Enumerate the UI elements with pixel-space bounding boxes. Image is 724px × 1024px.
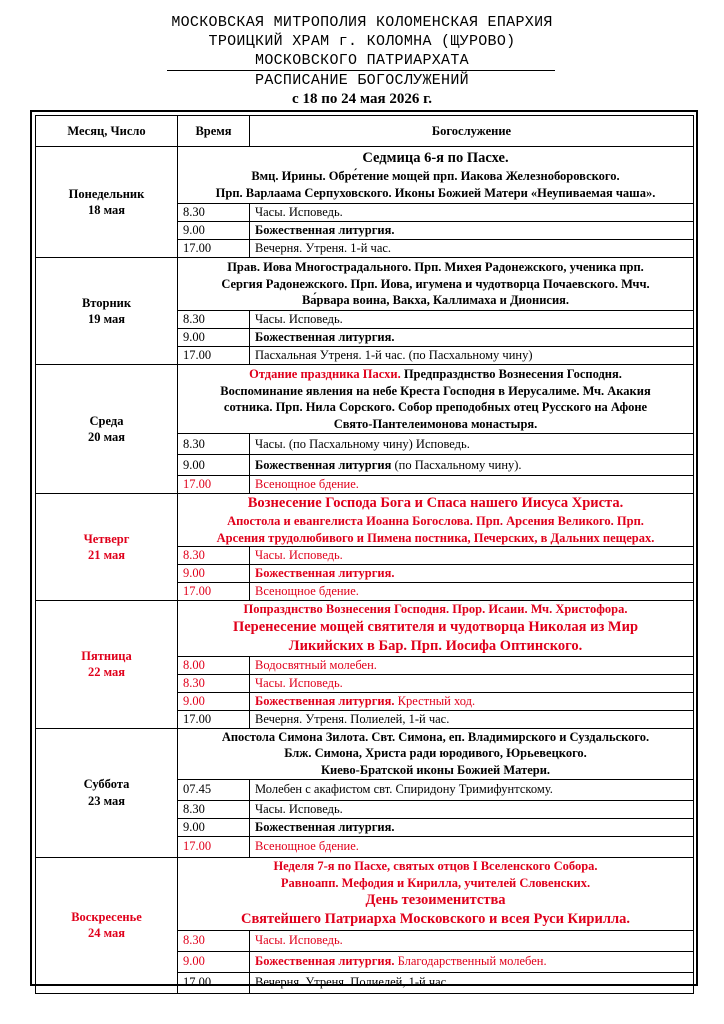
day-description [178, 728, 694, 779]
patriarchate-heading: МОСКОВСКОГО ПАТРИАРХАТА [255, 52, 469, 69]
day-description [178, 494, 694, 547]
service-text: Божественная литургия. [250, 565, 694, 583]
service-time: 8.30 [178, 204, 250, 222]
service-time: 8.30 [178, 311, 250, 329]
service-text: Всенощное бдение. [250, 583, 694, 601]
service-text: Божественная литургия. [250, 329, 694, 347]
service-time: 17.00 [178, 583, 250, 601]
service-main: Божественная литургия. [255, 954, 395, 969]
desc-line: Апостола и евангелиста Иоанна Богослова. Прп. Арсения Великого. Прп. [227, 514, 644, 528]
day-date: 21 мая [87, 548, 126, 562]
service-text: Водосвятный молебен. [250, 656, 694, 674]
day-name: Понедельник [68, 186, 145, 201]
day-row-monday [36, 147, 694, 204]
service-text: Вечерня. Утреня. Полиелей, 1-й час. [250, 972, 694, 993]
day-cell [36, 857, 178, 993]
day-row-saturday [36, 728, 694, 779]
desc-fragment: Предпразднство Вознесения Господня. [400, 367, 622, 381]
desc-line: Седмица 6-я по Пасхе. [362, 150, 509, 166]
service-time: 8.30 [178, 434, 250, 455]
day-date: 18 мая [87, 203, 126, 217]
day-description [178, 147, 694, 204]
service-time: 9.00 [178, 565, 250, 583]
service-main: Божественная литургия. [255, 693, 395, 708]
service-text [250, 692, 694, 710]
table-header-row [36, 116, 694, 147]
day-description [178, 601, 694, 657]
service-text: Вечерня. Утреня. Полиелей, 1-й час. [250, 710, 694, 728]
church-heading: ТРОИЦКИЙ ХРАМ г. КОЛОМНА (ЩУРОВО) [208, 33, 516, 50]
desc-line: Ва́рвара воина, Вакха, Каллимаха и Дионисия. [301, 293, 570, 308]
service-text: Всенощное бдение. [250, 476, 694, 494]
date-range: с 18 по 24 мая 2026 г. [292, 91, 432, 107]
day-description [178, 258, 694, 311]
service-time: 8.30 [178, 800, 250, 818]
desc-line: Вмц. Ирины. Обре́тение мощей прп. Иакова Железноборовского. [251, 169, 620, 183]
day-name: Среда [89, 413, 124, 428]
service-time: 8.00 [178, 656, 250, 674]
col-day-header: Месяц, Число [36, 116, 178, 147]
service-text: Божественная литургия. [250, 818, 694, 836]
desc-line: Перенесение мощей святителя и чудотворца Николая из Мир [232, 618, 639, 635]
day-cell [36, 728, 178, 857]
service-time: 8.30 [178, 547, 250, 565]
service-time: 17.00 [178, 240, 250, 258]
service-time: 9.00 [178, 329, 250, 347]
service-text: Часы. (по Пасхальному чину) Исповедь. [250, 434, 694, 455]
service-time: 17.00 [178, 476, 250, 494]
desc-line: Блж. Симона, Христа ради юродивого, Юрьевецкого. [284, 746, 587, 761]
col-service-header: Богослужение [250, 116, 694, 147]
feast-title: Отдание праздника Пасхи. [249, 367, 401, 381]
col-time-header: Время [178, 116, 250, 147]
service-time: 17.00 [178, 347, 250, 365]
service-time: 9.00 [178, 455, 250, 476]
day-cell [36, 601, 178, 729]
desc-line: Святейшего Патриарха Московского и всея Руси Кирилла. [241, 911, 630, 927]
day-description [178, 857, 694, 930]
day-cell [36, 494, 178, 601]
service-time: 17.00 [178, 836, 250, 857]
service-note: Крестный ход. [394, 693, 476, 708]
service-time: 9.00 [178, 692, 250, 710]
day-row-friday [36, 601, 694, 657]
service-text: Молебен с акафистом свт. Спиридону Тримифунтскому. [250, 779, 694, 800]
diocese-heading: МОСКОВСКАЯ МИТРОПОЛИЯ КОЛОМЕНСКАЯ ЕПАРХИЯ [171, 14, 553, 31]
desc-line: Арсения трудолюбивого и Пимена постника, Печерских, в Дальних пещерах. [216, 530, 655, 545]
service-time: 9.00 [178, 818, 250, 836]
service-text [250, 951, 694, 972]
desc-line: Прав. Иова Многострадального. Прп. Михея Радонежского, ученика прп. [227, 260, 644, 275]
service-time: 9.00 [178, 951, 250, 972]
service-main: Божественная литургия [255, 457, 392, 472]
day-date: 22 мая [87, 665, 126, 680]
desc-line [183, 366, 688, 383]
day-name: Суббота [83, 777, 130, 791]
service-text: Часы. Исповедь. [250, 204, 694, 222]
service-note: (по Пасхальному чину). [391, 457, 522, 472]
service-time: 8.30 [178, 930, 250, 951]
service-text: Часы. Исповедь. [250, 311, 694, 329]
day-name: Воскресенье [71, 909, 142, 924]
day-name: Вторник [81, 295, 132, 310]
desc-line: Ликийских в Бар. Прп. Иосифа Оптинского. [288, 637, 583, 654]
service-time: 17.00 [178, 710, 250, 728]
desc-line: Попразднство Вознесения Господня. Прор. Исаии. Мч. Христофора. [243, 602, 628, 616]
service-text: Божественная литургия. [250, 222, 694, 240]
desc-line: Киево-Братской иконы Божией Матери. [320, 762, 551, 777]
desc-line: Прп. Варлаама Серпуховского. Иконы Божией Матери «Неупиваемая чаша». [215, 185, 656, 200]
day-cell [36, 258, 178, 365]
service-text: Пасхальная Утреня. 1-й час. (по Пасхальному чину) [250, 347, 694, 365]
service-time: 17.00 [178, 972, 250, 993]
service-text: Часы. Исповедь. [250, 930, 694, 951]
schedule-table [35, 115, 694, 994]
service-text: Часы. Исповедь. [250, 547, 694, 565]
day-cell [36, 147, 178, 258]
service-time: 07.45 [178, 779, 250, 800]
service-time: 8.30 [178, 674, 250, 692]
day-row-tuesday [36, 258, 694, 311]
day-date: 24 мая [87, 926, 126, 940]
service-time: 9.00 [178, 222, 250, 240]
day-date: 23 мая [87, 793, 126, 808]
day-row-thursday [36, 494, 694, 547]
service-text: Вечерня. Утреня. 1-й час. [250, 240, 694, 258]
day-row-sunday [36, 857, 694, 930]
service-text [250, 455, 694, 476]
day-name: Пятница [81, 648, 132, 663]
day-description [178, 365, 694, 434]
day-name: Четверг [83, 531, 130, 546]
service-note: Благодарственный молебен. [394, 954, 547, 969]
desc-line: День тезоименитства [365, 892, 506, 908]
desc-line: Сергия Радонежского. Прп. Иова, игумена и чудотворца Почаевского. Мчч. [221, 276, 650, 291]
day-row-wednesday [36, 365, 694, 434]
day-date: 20 мая [87, 430, 126, 444]
service-text: Всенощное бдение. [250, 836, 694, 857]
desc-line: Свято-Пантелеимонова монастыря. [333, 416, 538, 431]
desc-line: Равноапп. Мефодия и Кирилла, учителей Словенских. [280, 875, 591, 890]
day-date: 19 мая [87, 312, 126, 326]
service-text: Часы. Исповедь. [250, 800, 694, 818]
schedule-title: РАСПИСАНИЕ БОГОСЛУЖЕНИЙ [255, 72, 469, 89]
desc-line: Апостола Симона Зилота. Свт. Симона, еп. Владимирского и Суздальского. [221, 729, 650, 744]
desc-line: Неделя 7-я по Пасхе, святых отцов I Вселенского Собора. [273, 859, 598, 873]
day-cell [36, 365, 178, 494]
desc-line: сотника. Прп. Нила Сорского. Собор преподобных отец Русского на Афоне [223, 400, 648, 414]
service-text: Часы. Исповедь. [250, 674, 694, 692]
desc-line: Вознесение Господа Бога и Спаса нашего Иисуса Христа. [247, 495, 624, 511]
desc-line: Воспоминание явления на небе Креста Господня в Иерусалиме. Мч. Акакия [220, 383, 651, 398]
